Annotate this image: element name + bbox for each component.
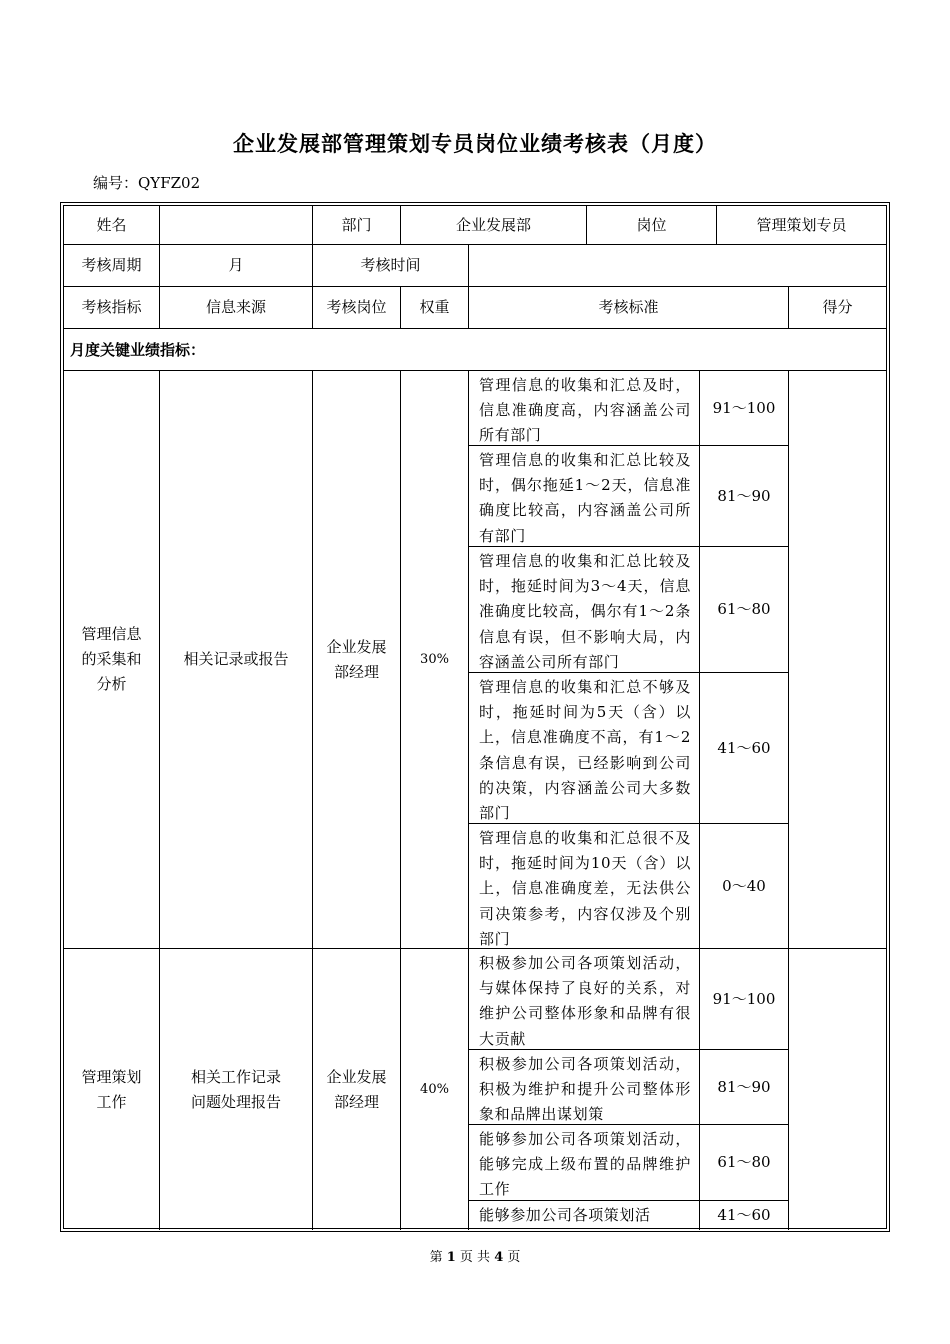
col-standard: 考核标准 <box>468 286 788 328</box>
standard-2-4: 能够参加公司各项策划活 <box>468 1200 699 1230</box>
standard-1-4: 管理信息的收集和汇总不够及时，拖延时间为5天（含）以上，信息准确度不高，有1～2条信息有误，已经影响到公司的决策，内容涵盖公司大多数部门 <box>468 672 699 823</box>
range-2-1: 91～100 <box>699 948 788 1049</box>
standard-1-1: 管理信息的收集和汇总及时，信息准确度高，内容涵盖公司所有部门 <box>468 370 699 445</box>
standard-2-2: 积极参加公司各项策划活动，积极为维护和提升公司整体形象和品牌出谋划策 <box>468 1049 699 1124</box>
page-footer <box>0 1246 950 1265</box>
form-code: 编号：QYFZ02 <box>93 174 201 192</box>
col-indicator: 考核指标 <box>64 286 159 328</box>
range-2-4: 41～60 <box>699 1200 788 1230</box>
time-label: 考核时间 <box>312 244 468 286</box>
name-value[interactable] <box>159 206 312 244</box>
period-label: 考核周期 <box>64 244 159 286</box>
indicator-2-assessor: 企业发展部经理 <box>312 948 400 1230</box>
indicator-1-weight: 30% <box>400 370 468 948</box>
standard-2-1: 积极参加公司各项策划活动，与媒体保持了良好的关系，对维护公司整体形象和品牌有很大贡献 <box>468 948 699 1049</box>
dept-value: 企业发展部 <box>400 206 586 244</box>
col-assessor: 考核岗位 <box>312 286 400 328</box>
indicator-1-source: 相关记录或报告 <box>159 370 312 948</box>
col-score: 得分 <box>788 286 886 328</box>
section-title: 月度关键业绩指标： <box>70 341 206 359</box>
dept-label: 部门 <box>312 206 400 244</box>
footer-prefix: 第 <box>429 1250 443 1265</box>
footer-total: 4 <box>494 1250 504 1265</box>
indicator-1-score[interactable] <box>788 370 886 948</box>
time-value[interactable] <box>468 244 886 286</box>
indicator-2-source <box>159 948 312 1230</box>
name-label: 姓名 <box>96 215 127 234</box>
footer-mid: 页 共 <box>459 1250 491 1265</box>
range-1-2: 81～90 <box>699 445 788 546</box>
standard-1-5: 管理信息的收集和汇总很不及时，拖延时间为10天（含）以上，信息准确度差，无法供公司决策参考，内容仅涉及个别部门 <box>468 823 699 948</box>
post-label: 岗位 <box>586 206 716 244</box>
indicator-2-weight: 40% <box>400 948 468 1230</box>
range-1-3: 61～80 <box>699 546 788 672</box>
indicator-2-name: 管理策划工作 <box>64 948 159 1230</box>
indicator-1-assessor: 企业发展部经理 <box>312 370 400 948</box>
range-1-1: 91～100 <box>699 370 788 445</box>
indicator-1-name: 管理信息的采集和分析 <box>64 370 159 948</box>
range-2-3: 61～80 <box>699 1124 788 1200</box>
footer-page: 1 <box>446 1250 456 1265</box>
post-value: 管理策划专员 <box>716 206 886 244</box>
col-source: 信息来源 <box>159 286 312 328</box>
standard-1-2: 管理信息的收集和汇总比较及时，偶尔拖延1～2天，信息准确度比较高，内容涵盖公司所有部门 <box>468 445 699 546</box>
indicator-2-source-line1: 相关工作记录 <box>190 1067 281 1086</box>
indicator-2-score[interactable] <box>788 948 886 1230</box>
standard-1-3: 管理信息的收集和汇总比较及时，拖延时间为3～4天，信息准确度比较高，偶尔有1～2条信息有误，但不影响大局，内容涵盖公司所有部门 <box>468 546 699 672</box>
range-2-2: 81～90 <box>699 1049 788 1124</box>
range-1-5: 0～40 <box>699 823 788 948</box>
footer-suffix: 页 <box>507 1250 521 1265</box>
page-title: 企业发展部管理策划专员岗位业绩考核表（月度） <box>233 131 717 156</box>
range-1-4: 41～60 <box>699 672 788 823</box>
period-value: 月 <box>159 244 312 286</box>
col-weight: 权重 <box>400 286 468 328</box>
standard-2-3: 能够参加公司各项策划活动，能够完成上级布置的品牌维护工作 <box>468 1124 699 1200</box>
indicator-2-source-line2: 问题处理报告 <box>190 1092 281 1111</box>
